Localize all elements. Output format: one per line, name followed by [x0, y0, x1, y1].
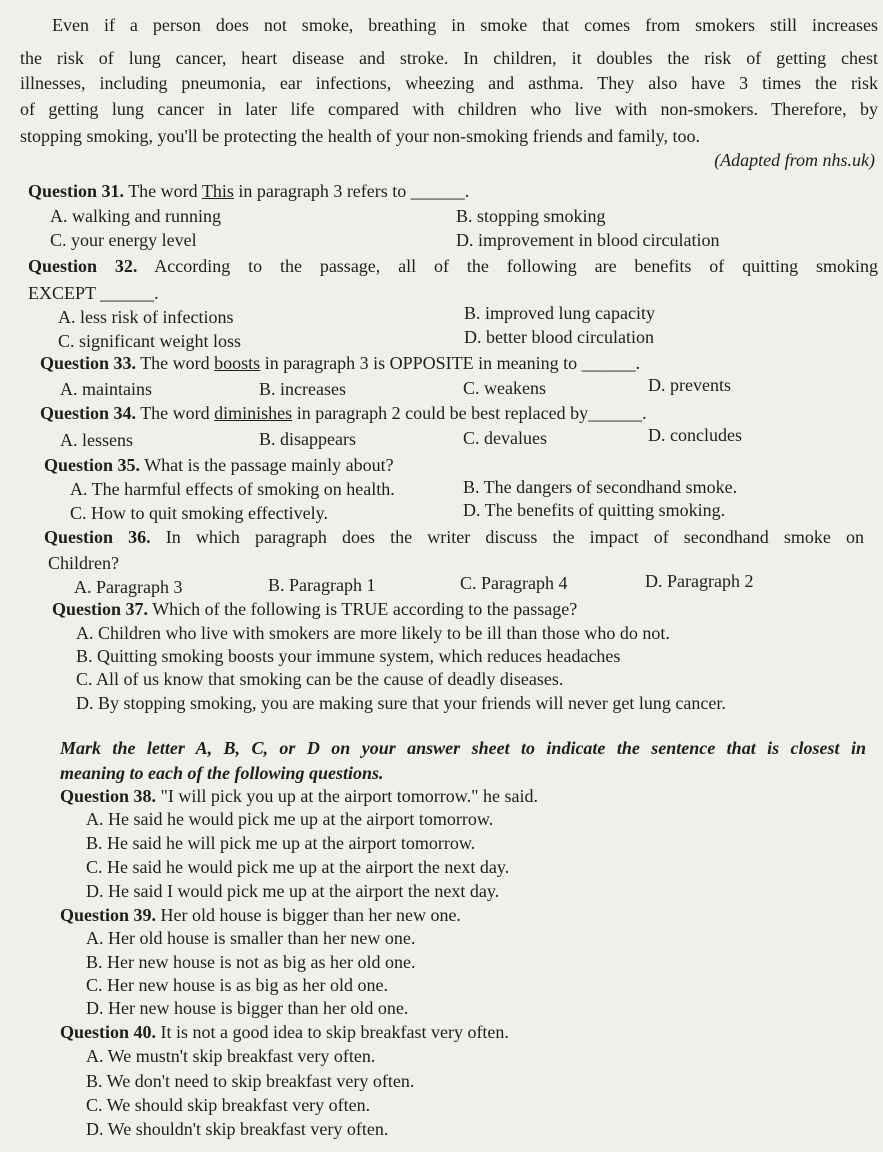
- question-33-label: Question 33.: [40, 353, 137, 373]
- q32-option-d[interactable]: D. better blood circulation: [464, 327, 654, 347]
- question-40: [60, 1021, 509, 1043]
- question-38-label: Question 38.: [60, 786, 157, 806]
- q31-option-c[interactable]: C. your energy level: [50, 230, 197, 250]
- question-32-line1: According to the passage, all of the following are benefits of quitting smoking: [137, 256, 878, 276]
- q39-option-b[interactable]: B. Her new house is not as big as her old one.: [86, 952, 416, 972]
- question-38: [60, 785, 538, 807]
- source-citation: (Adapted from nhs.uk): [714, 150, 875, 170]
- question-31-label: Question 31.: [28, 181, 125, 201]
- q35-option-a[interactable]: A. The harmful effects of smoking on health.: [70, 479, 395, 499]
- q38-option-d[interactable]: D. He said I would pick me up at the airport the next day.: [86, 881, 500, 901]
- passage-line-1: Even if a person does not smoke, breathing in smoke that comes from smokers still increases: [52, 15, 878, 35]
- q39-option-d[interactable]: D. Her new house is bigger than her old one.: [86, 998, 409, 1018]
- q35-option-d[interactable]: D. The benefits of quitting smoking.: [463, 500, 726, 520]
- question-33-post: in paragraph 3 is OPPOSITE in meaning to ______.: [260, 353, 641, 373]
- question-39: [60, 904, 461, 926]
- passage-line-5: stopping smoking, you'll be protecting the health of your non-smoking friends and family, too.: [20, 126, 700, 146]
- q34-option-b[interactable]: B. disappears: [259, 429, 356, 449]
- question-35: [44, 454, 394, 476]
- question-38-text: "I will pick you up at the airport tomorrow." he said.: [156, 786, 538, 806]
- q33-option-b[interactable]: B. increases: [259, 379, 346, 399]
- question-35-text: What is the passage mainly about?: [140, 455, 394, 475]
- question-31-post: in paragraph 3 refers to ______.: [233, 181, 470, 201]
- question-37-label: Question 37.: [52, 599, 149, 619]
- q40-option-d[interactable]: D. We shouldn't skip breakfast very often.: [86, 1119, 389, 1139]
- question-31-pre: The word: [124, 181, 202, 201]
- q35-option-b[interactable]: B. The dangers of secondhand smoke.: [463, 477, 738, 497]
- instruction-line-2: meaning to each of the following questions.: [60, 763, 384, 783]
- q32-option-b[interactable]: B. improved lung capacity: [464, 303, 655, 323]
- q34-option-d[interactable]: D. concludes: [648, 425, 742, 445]
- q40-option-b[interactable]: B. We don't need to skip breakfast very often.: [86, 1071, 415, 1091]
- q40-option-c[interactable]: C. We should skip breakfast very often.: [86, 1095, 371, 1115]
- q37-option-d[interactable]: D. By stopping smoking, you are making sure that your friends will never get lung cancer.: [76, 693, 726, 713]
- question-32: [28, 255, 878, 277]
- q31-option-b[interactable]: B. stopping smoking: [456, 206, 606, 226]
- q35-option-c[interactable]: C. How to quit smoking effectively.: [70, 503, 328, 523]
- question-39-label: Question 39.: [60, 905, 157, 925]
- q37-option-c[interactable]: C. All of us know that smoking can be the cause of deadly diseases.: [76, 669, 564, 689]
- question-34-pre: The word: [136, 403, 215, 423]
- question-36: [44, 526, 864, 548]
- q39-option-c[interactable]: C. Her new house is as big as her old one.: [86, 975, 388, 995]
- q33-option-d[interactable]: D. prevents: [648, 375, 731, 395]
- q38-option-c[interactable]: C. He said he would pick me up at the airport the next day.: [86, 857, 510, 877]
- question-40-label: Question 40.: [60, 1022, 157, 1042]
- question-40-text: It is not a good idea to skip breakfast very often.: [156, 1022, 509, 1042]
- question-33: [40, 352, 640, 374]
- q36-option-b[interactable]: B. Paragraph 1: [268, 575, 376, 595]
- instruction-line-1: Mark the letter A, B, C, or D on your answer sheet to indicate the sentence that is closest in: [60, 738, 866, 758]
- question-31-word: This: [201, 181, 234, 201]
- q33-option-a[interactable]: A. maintains: [60, 379, 152, 399]
- question-37-text: Which of the following is TRUE according to the passage?: [148, 599, 578, 619]
- q31-option-a[interactable]: A. walking and running: [50, 206, 221, 226]
- q37-option-a[interactable]: A. Children who live with smokers are more likely to be ill than those who do not.: [76, 623, 670, 643]
- q36-option-c[interactable]: C. Paragraph 4: [460, 573, 568, 593]
- question-37: [52, 598, 577, 620]
- q31-option-d[interactable]: D. improvement in blood circulation: [456, 230, 720, 250]
- question-36-line1: In which paragraph does the writer discuss the impact of secondhand smoke on: [150, 527, 865, 547]
- question-35-label: Question 35.: [44, 455, 141, 475]
- question-31: [28, 180, 469, 202]
- q37-option-b[interactable]: B. Quitting smoking boosts your immune system, which reduces headaches: [76, 646, 621, 666]
- q38-option-b[interactable]: B. He said he will pick me up at the airport tomorrow.: [86, 833, 476, 853]
- q40-option-a[interactable]: A. We mustn't skip breakfast very often.: [86, 1046, 376, 1066]
- question-39-text: Her old house is bigger than her new one.: [156, 905, 461, 925]
- q32-option-c[interactable]: C. significant weight loss: [58, 331, 241, 351]
- q36-option-a[interactable]: A. Paragraph 3: [74, 577, 183, 597]
- q32-option-a[interactable]: A. less risk of infections: [58, 307, 234, 327]
- question-33-pre: The word: [136, 353, 215, 373]
- passage-line-4: of getting lung cancer in later life compared with children who live with non-smokers. Therefore, by: [20, 99, 878, 119]
- q34-option-c[interactable]: C. devalues: [463, 428, 547, 448]
- question-34-label: Question 34.: [40, 403, 137, 423]
- question-36-label: Question 36.: [44, 527, 151, 547]
- question-33-word: boosts: [214, 353, 261, 373]
- question-34-post: in paragraph 2 could be best replaced by______.: [292, 403, 647, 423]
- q34-option-a[interactable]: A. lessens: [60, 430, 133, 450]
- q33-option-c[interactable]: C. weakens: [463, 378, 546, 398]
- passage-line-2: the risk of lung cancer, heart disease and stroke. In children, it doubles the risk of getting chest: [20, 48, 878, 68]
- question-34: [40, 402, 647, 424]
- question-34-word: diminishes: [214, 403, 293, 423]
- q38-option-a[interactable]: A. He said he would pick me up at the airport tomorrow.: [86, 809, 494, 829]
- q36-option-d[interactable]: D. Paragraph 2: [645, 571, 754, 591]
- question-32-line2: EXCEPT ______.: [28, 283, 159, 303]
- question-36-line2: Children?: [48, 553, 119, 573]
- passage-line-3: illnesses, including pneumonia, ear infections, wheezing and asthma. They also have 3 times the risk: [20, 73, 878, 93]
- q39-option-a[interactable]: A. Her old house is smaller than her new one.: [86, 928, 416, 948]
- question-32-label: Question 32.: [28, 256, 138, 276]
